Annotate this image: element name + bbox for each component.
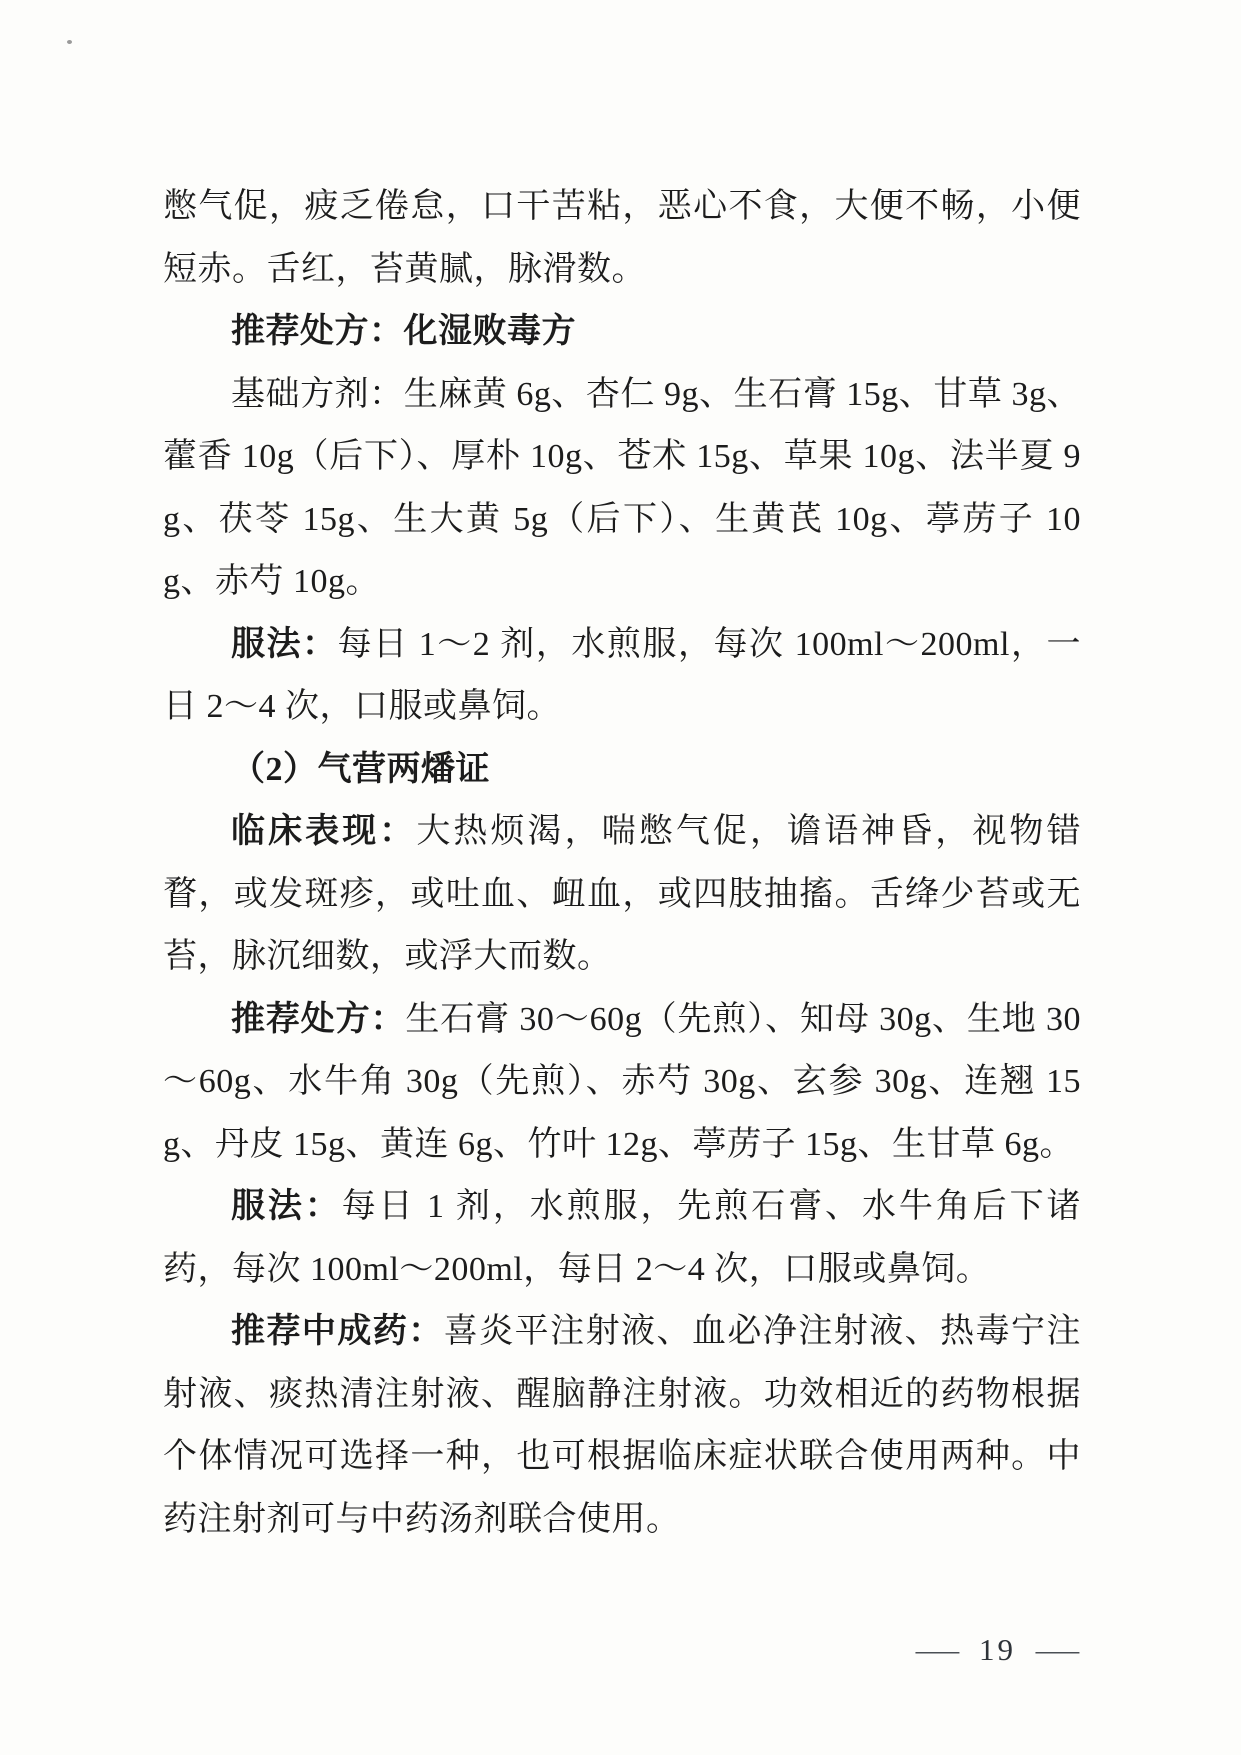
administration-method-paragraph-1: 服法：每日 1～2 剂，水煎服，每次 100ml～200ml，一日 2～4 次，口服或鼻饲。 — [163, 625, 1082, 725]
page-number-dash-left: — — [915, 1632, 960, 1667]
recommended-prescription-paragraph-label: 推荐处方： — [231, 1000, 406, 1038]
page-number — [915, 1630, 1080, 1670]
syndrome-2-heading-label: （2）气营两燔证 — [231, 750, 490, 788]
document-body — [163, 176, 1081, 1551]
page-number-dash-right: — — [1035, 1632, 1080, 1667]
clinical-manifestations-paragraph: 临床表现：大热烦渴，喘憋气促，谵语神昏，视物错瞀，或发斑疹，或吐血、衄血，或四肢抽搐。舌绛少苔或无苔，脉沉细数，或浮大而数。 — [163, 813, 1082, 975]
scan-speck-icon — [67, 40, 72, 44]
page-number-value: 19 — [979, 1632, 1016, 1667]
clinical-signs-continued-paragraph: 憋气促，疲乏倦怠，口干苦粘，恶心不食，大便不畅，小便短赤。舌红，苔黄腻，脉滑数。 — [163, 188, 1081, 288]
recommended-formula-heading-label: 推荐处方：化湿败毒方 — [231, 313, 576, 350]
administration-method-paragraph-2: 服法：每日 1 剂，水煎服，先煎石膏、水牛角后下诸药，每次 100ml～200ml，每日 2～4 次，口服或鼻饲。 — [163, 1188, 1082, 1288]
administration-method-paragraph-1-label: 服法： — [231, 625, 338, 663]
base-formula-paragraph: 基础方剂：生麻黄 6g、杏仁 9g、生石膏 15g、甘草 3g、藿香 10g（后下）、厚朴 10g、苍术 15g、草果 10g、法半夏 9g、茯苓 15g、生大黄 5g（后下）、生黄芪 10g、葶苈子 10g、赤芍 10g。 — [163, 375, 1081, 600]
clinical-manifestations-paragraph-label: 临床表现： — [231, 813, 417, 850]
recommended-formula-heading — [163, 301, 1081, 364]
syndrome-2-heading — [163, 739, 1081, 802]
recommended-prescription-paragraph: 推荐处方：生石膏 30～60g（先煎）、知母 30g、生地 30～60g、水牛角 30g（先煎）、赤芍 30g、玄参 30g、连翘 15g、丹皮 15g、黄连 6g、竹叶 12g、葶苈子 15g、生甘草 6g。 — [163, 1000, 1082, 1163]
administration-method-paragraph-2-label: 服法： — [231, 1188, 342, 1225]
recommended-patent-medicine-paragraph: 推荐中成药：喜炎平注射液、血必净注射液、热毒宁注射液、痰热清注射液、醒脑静注射液。功效相近的药物根据个体情况可选择一种，也可根据临床症状联合使用两种。中药注射剂可与中药汤剂联合使用。 — [163, 1313, 1082, 1538]
recommended-patent-medicine-paragraph-label: 推荐中成药： — [231, 1313, 444, 1350]
